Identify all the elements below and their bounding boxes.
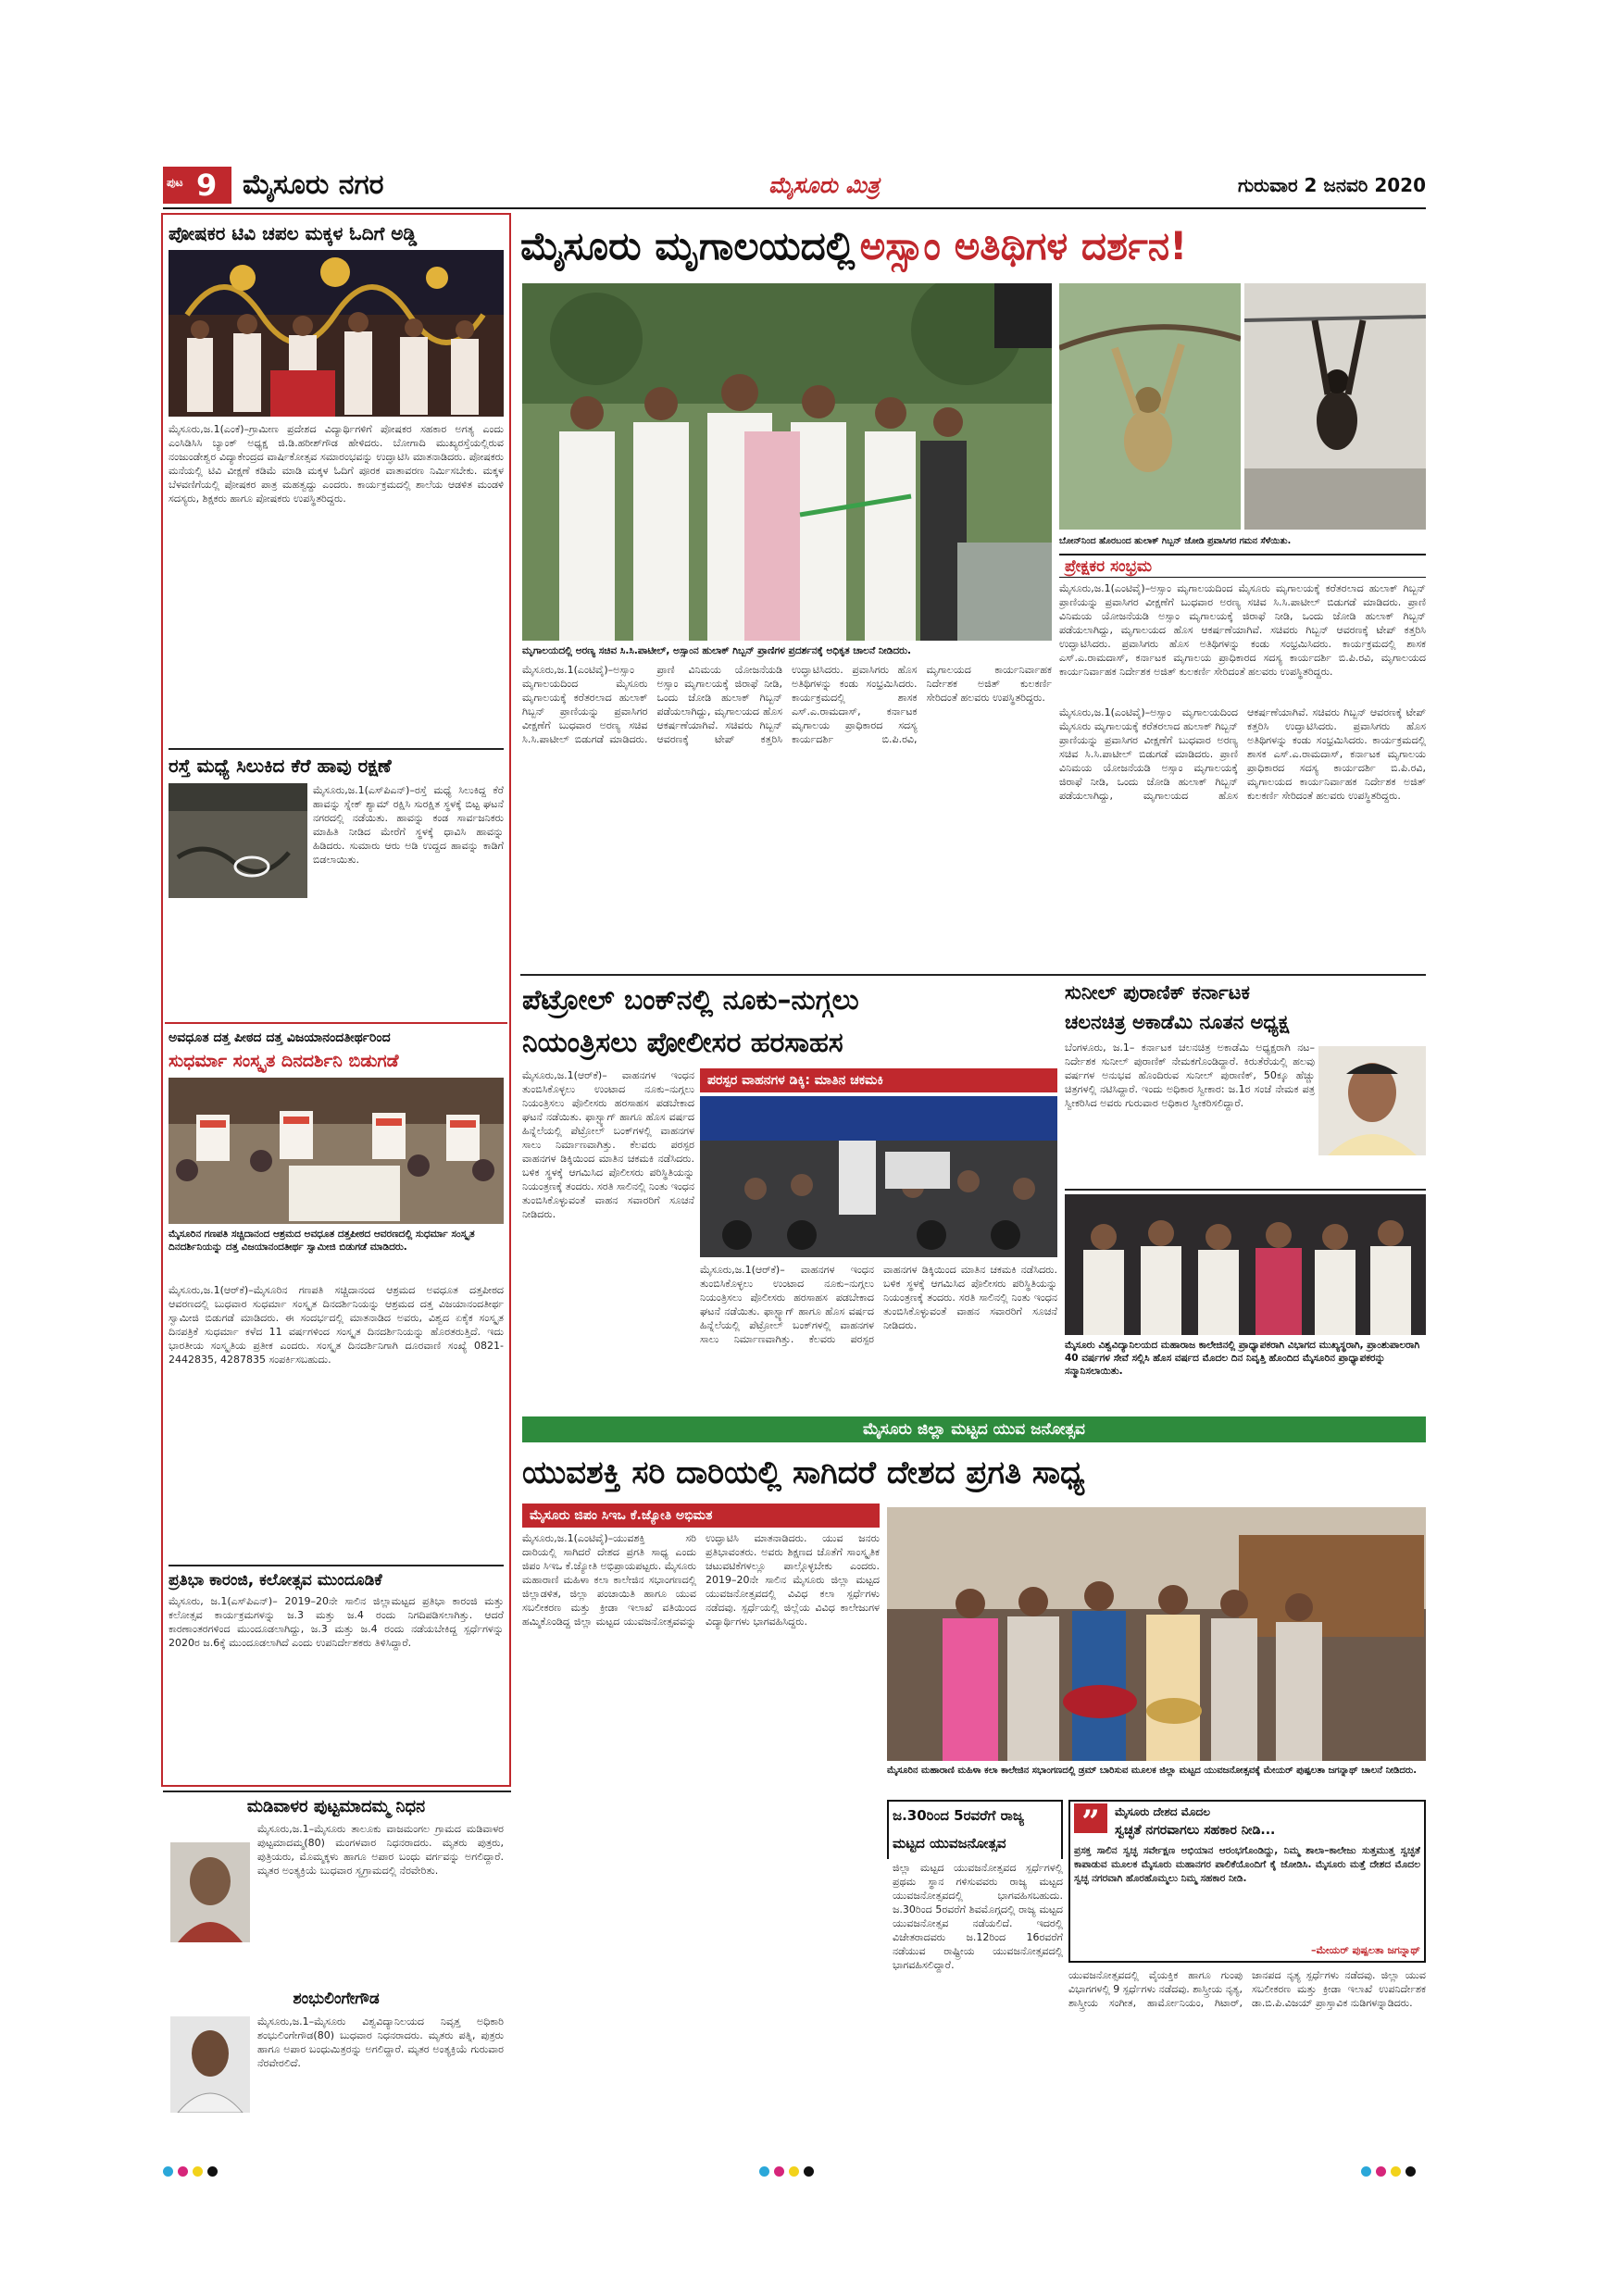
dot-magenta xyxy=(1376,2166,1386,2177)
dot-magenta xyxy=(178,2166,188,2177)
gibbon-photo-1-art xyxy=(1059,283,1241,530)
section-title: ಮೈಸೂರು ನಗರ xyxy=(243,168,384,201)
obit2-portrait xyxy=(170,2016,250,2113)
page-date: ಗುರುವಾರ 2 ಜನವರಿ 2020 xyxy=(1237,174,1426,196)
calendar-story-body: ಮೈಸೂರು,ಜ.1(ಆರ್‌ಕೆ)–ಮೈಸೂರಿನ ಗಣಪತಿ ಸಚ್ಚಿದಾನಂದ ಆಶ್ರಮದ ಅವಧೂತ ದತ್ತಪೀಠದ ಆವರಣದಲ್ಲಿ ಬುಧವಾರ ಸುಧರ್ಮಾ ಸಂಸ್ಕೃತ ದಿನದರ್ಶಿನಿಯನ್ನು ಆಶ್ರಮದ ದತ್ತ ವಿಜಯಾನಂದತೀರ್ಥ ಸ್ವಾಮೀಜಿ ಬಿಡುಗಡೆ ಮಾಡಿದರು. ಈ ಸಂದರ್ಭದಲ್ಲಿ ಮಾತನಾಡಿದ ಅವರು, ವಿಶ್ವದ ಏಕೈಕ ಸಂಸ್ಕೃತ ದಿನಪತ್ರಿಕೆ ಸುಧರ್ಮಾ ಕಳೆದ 11 ವರ್ಷಗಳಿಂದ ಸಂಸ್ಕೃತ ದಿನದರ್ಶಿನಿಯನ್ನು ಹೊರತರುತ್ತಿದೆ. ಇದು ಭಾರತೀಯ ಸಂಸ್ಕೃತಿಯ ಪ್ರತೀಕ ಎಂದರು. ಸಂಸ್ಕೃತ ದಿನದರ್ಶಿನಿಗಾಗಿ ದೂರವಾಣಿ ಸಂಖ್ಯೆ 0821-2442835, 4287835 ಸಂಪರ್ಕಿಸಬಹುದು. xyxy=(169,1284,504,1366)
calendar-story-kicker: ಅವಧೂತ ದತ್ತ ಪೀಠದ ದತ್ತ ವಿಜಯಾನಂದತೀರ್ಥರಿಂದ xyxy=(169,1030,391,1045)
dot-cyan xyxy=(1361,2166,1371,2177)
page-number-badge xyxy=(163,167,231,204)
academy-portrait-art xyxy=(1318,1046,1426,1155)
quote-attribution: –ಮೇಯರ್ ಪುಷ್ಪಲತಾ ಜಗನ್ನಾಥ್ xyxy=(1310,1944,1420,1956)
dot-yellow xyxy=(789,2166,799,2177)
registration-dots-right xyxy=(1361,2163,1435,2176)
calendar-story-caption: ಮೈಸೂರಿನ ಗಣಪತಿ ಸಚ್ಚಿದಾನಂದ ಆಶ್ರಮದ ಅವಧೂತ ದತ್ತಪೀಠದ ಆವರಣದಲ್ಲಿ ಸುಧರ್ಮಾ ಸಂಸ್ಕೃತ ದಿನದರ್ಶಿನಿಯನ್ನು ದತ್ತ ವಿಜಯಾನಂದತೀರ್ಥ ಸ್ವಾಮೀಜಿ ಬಿಡುಗಡೆ ಮಾಡಿದರು. xyxy=(169,1229,475,1253)
state-youth-headline-1: ಜ.30ರಿಂದ 5ರವರೆಗೆ ರಾಜ್ಯ xyxy=(893,1807,1024,1824)
youth-photo xyxy=(887,1507,1426,1761)
quote-mark: ” xyxy=(1074,1803,1107,1833)
divider xyxy=(169,1565,504,1566)
retirement-photo-art xyxy=(1065,1194,1426,1335)
masthead-rule xyxy=(163,207,1426,209)
petrol-body-left: ಮೈಸೂರು,ಜ.1(ಆರ್‌ಕೆ)– ವಾಹನಗಳ ಇಂಧನ ತುಂಬಿಸಿಕೊಳ್ಳಲು ಉಂಟಾದ ನೂಕು–ನುಗ್ಗಲು ನಿಯಂತ್ರಿಸಲು ಪೊಲೀಸರು ಹರಸಾಹಸ ಪಡಬೇಕಾದ ಘಟನೆ ನಡೆಯಿತು. ಫಾಸ್ಟ್ಯಾಗ್ ಹಾಗೂ ಹೊಸ ವರ್ಷದ ಹಿನ್ನೆಲೆಯಲ್ಲಿ ಪೆಟ್ರೋಲ್ ಬಂಕ್‌ಗಳಲ್ಲಿ ವಾಹನಗಳ ಸಾಲು ನಿರ್ಮಾಣವಾಗಿತ್ತು. ಕೆಲವರು ಪರಸ್ಪರ ವಾಹನಗಳ ಡಿಕ್ಕಿಯಿಂದ ಮಾತಿನ ಚಕಮಕಿ ನಡೆಸಿದರು. ಬಳಿಕ ಸ್ಥಳಕ್ಕೆ ಆಗಮಿಸಿದ ಪೊಲೀಸರು ಪರಿಸ್ಥಿತಿಯನ್ನು ನಿಯಂತ್ರಣಕ್ಕೆ ತಂದರು. ಸರತಿ ಸಾಲಿನಲ್ಲಿ ನಿಂತು ಇಂಧನ ತುಂಬಿಸಿಕೊಳ್ಳುವಂತೆ ವಾಹನ ಸವಾರರಿಗೆ ಸೂಚನೆ ನೀಡಿದರು. xyxy=(522,1069,694,1220)
registration-dots-left xyxy=(163,2163,237,2176)
zoo-body-col2: ಮೈಸೂರು,ಜ.1(ಎಂಟಿವೈ)–ಅಸ್ಸಾಂ ಮೃಗಾಲಯದಿಂದ ಮೈಸೂರು ಮೃಗಾಲಯಕ್ಕೆ ಕರೆತರಲಾದ ಹುಲಾಕ್ ಗಿಬ್ಬನ್ ಪ್ರಾಣಿಯನ್ನು ಪ್ರವಾಸಿಗರ ವೀಕ್ಷಣೆಗೆ ಬುಧವಾರ ಅರಣ್ಯ ಸಚಿವ ಸಿ.ಸಿ.ಪಾಟೀಲ್ ಬಿಡುಗಡೆ ಮಾಡಿದರು. ಪ್ರಾಣಿ ವಿನಿಮಯ ಯೋಜನೆಯಡಿ ಅಸ್ಸಾಂ ಮೃಗಾಲಯಕ್ಕೆ ಜಿರಾಫೆ ನೀಡಿ, ಒಂದು ಜೋಡಿ ಹುಲಾಕ್ ಗಿಬ್ಬನ್ ಪಡೆಯಲಾಗಿದ್ದು, ಮೃಗಾಲಯದ ಹೊಸ ಆಕರ್ಷಣೆಯಾಗಿವೆ. ಸಚಿವರು ಗಿಬ್ಬನ್ ಆವರಣಕ್ಕೆ ಟೇಪ್ ಕತ್ತರಿಸಿ ಉದ್ಘಾಟಿಸಿದರು. ಪ್ರವಾಸಿಗರು ಹೊಸ ಅತಿಥಿಗಳನ್ನು ಕಂಡು ಸಂಭ್ರಮಿಸಿದರು. ಕಾರ್ಯಕ್ರಮದಲ್ಲಿ ಶಾಸಕ ಎಸ್.ಎ.ರಾಮದಾಸ್, ಕರ್ನಾಟಕ ಮೃಗಾಲಯ ಪ್ರಾಧಿಕಾರದ ಸದಸ್ಯ ಕಾರ್ಯದರ್ಶಿ ಬಿ.ಪಿ.ರವಿ, ಮೃಗಾಲಯದ ಕಾರ್ಯನಿರ್ವಾಹಕ ನಿರ್ದೇಶಕ ಅಜಿತ್ ಕುಲಕರ್ಣಿ ಸೇರಿದಂತೆ ಹಲವರು ಉಪಸ್ಥಿತರಿದ್ದರು. xyxy=(1059,706,1426,802)
petrol-photo-art xyxy=(700,1096,1057,1257)
quote-headline: ಸ್ವಚ್ಛತೆ ನಗರವಾಗಲು ಸಹಕಾರ ನೀಡಿ... xyxy=(1115,1823,1276,1838)
gibbon-photo-2-art xyxy=(1244,283,1426,530)
academy-portrait xyxy=(1318,1046,1426,1155)
dot-magenta xyxy=(774,2166,784,2177)
divider xyxy=(163,1791,511,1792)
youth-headline: ಯುವಶಕ್ತಿ ಸರಿ ದಾರಿಯಲ್ಲಿ ಸಾಗಿದರೆ ದೇಶದ ಪ್ರಗತಿ ಸಾಧ್ಯ xyxy=(522,1454,1085,1491)
academy-body: ಬೆಂಗಳೂರು, ಜ.1– ಕರ್ನಾಟಕ ಚಲನಚಿತ್ರ ಅಕಾಡೆಮಿ ಅಧ್ಯಕ್ಷರಾಗಿ ನಟ–ನಿರ್ದೇಶಕ ಸುನೀಲ್ ಪುರಾಣಿಕ್ ನೇಮಕಗೊಂಡಿದ್ದಾರೆ. ಕಿರುತೆರೆಯಲ್ಲಿ ಹಲವು ವರ್ಷಗಳ ಅನುಭವ ಹೊಂದಿರುವ ಸುನೀಲ್ ಪುರಾಣಿಕ್, 50ಕ್ಕೂ ಹೆಚ್ಚು ಚಿತ್ರಗಳಲ್ಲಿ ನಟಿಸಿದ್ದಾರೆ. ಇಂದು ಅಧಿಕಾರ ಸ್ವೀಕಾರ: ಜ.1ರ ಸಂಜೆ ನೇಮಕ ಪತ್ರ ಸ್ವೀಕರಿಸಿದ ಅವರು ಗುರುವಾರ ಅಧಿಕಾರ ಸ್ವೀಕರಿಸಲಿದ್ದಾರೆ. xyxy=(1065,1042,1315,1109)
registration-dots-center xyxy=(759,2163,833,2176)
calendar-story-photo xyxy=(169,1078,504,1224)
state-youth-body: ಜಿಲ್ಲಾ ಮಟ್ಟದ ಯುವಜನೋತ್ಸವದ ಸ್ಪರ್ಧೆಗಳಲ್ಲಿ ಪ್ರಥಮ ಸ್ಥಾನ ಗಳಿಸುವವರು ರಾಜ್ಯ ಮಟ್ಟದ ಯುವಜನೋತ್ಸವದಲ್ಲಿ ಭಾಗವಹಿಸಬಹುದು. ಜ.30ರಿಂದ 5ರವರೆಗೆ ಶಿವಮೊಗ್ಗದಲ್ಲಿ ರಾಜ್ಯ ಮಟ್ಟದ ಯುವಜನೋತ್ಸವ ನಡೆಯಲಿದೆ. ಇದರಲ್ಲಿ ವಿಜೇತರಾದವರು ಜ.12ರಿಂದ 16ರವರೆಗೆ ನಡೆಯುವ ರಾಷ್ಟ್ರೀಯ ಯುವಜನೋತ್ಸವದಲ್ಲಿ ಭಾಗವಹಿಸಲಿದ್ದಾರೆ. xyxy=(893,1862,1063,1971)
zoo-subhead-box xyxy=(1059,554,1426,578)
zoo-headline-red: ಅಸ್ಸಾಂ ಅತಿಥಿಗಳ ದರ್ಶನ! xyxy=(859,223,1188,268)
petrol-red-bar xyxy=(700,1068,1057,1092)
state-youth-headline-2: ಮಟ್ಟದ ಯುವಜನೋತ್ಸವ xyxy=(893,1835,1006,1852)
zoo-body-col1: ಮೈಸೂರು,ಜ.1(ಎಂಟಿವೈ)–ಅಸ್ಸಾಂ ಮೃಗಾಲಯದಿಂದ ಮೈಸೂರು ಮೃಗಾಲಯಕ್ಕೆ ಕರೆತರಲಾದ ಹುಲಾಕ್ ಗಿಬ್ಬನ್ ಪ್ರಾಣಿಯನ್ನು ಪ್ರವಾಸಿಗರ ವೀಕ್ಷಣೆಗೆ ಬುಧವಾರ ಅರಣ್ಯ ಸಚಿವ ಸಿ.ಸಿ.ಪಾಟೀಲ್ ಬಿಡುಗಡೆ ಮಾಡಿದರು. ಪ್ರಾಣಿ ವಿನಿಮಯ ಯೋಜನೆಯಡಿ ಅಸ್ಸಾಂ ಮೃಗಾಲಯಕ್ಕೆ ಜಿರಾಫೆ ನೀಡಿ, ಒಂದು ಜೋಡಿ ಹುಲಾಕ್ ಗಿಬ್ಬನ್ ಪಡೆಯಲಾಗಿದ್ದು, ಮೃಗಾಲಯದ ಹೊಸ ಆಕರ್ಷಣೆಯಾಗಿವೆ. ಸಚಿವರು ಗಿಬ್ಬನ್ ಆವರಣಕ್ಕೆ ಟೇಪ್ ಕತ್ತರಿಸಿ ಉದ್ಘಾಟಿಸಿದರು. ಪ್ರವಾಸಿಗರು ಹೊಸ ಅತಿಥಿಗಳನ್ನು ಕಂಡು ಸಂಭ್ರಮಿಸಿದರು. ಕಾರ್ಯಕ್ರಮದಲ್ಲಿ ಶಾಸಕ ಎಸ್.ಎ.ರಾಮದಾಸ್, ಕರ್ನಾಟಕ ಮೃಗಾಲಯ ಪ್ರಾಧಿಕಾರದ ಸದಸ್ಯ ಕಾರ್ಯದರ್ಶಿ ಬಿ.ಪಿ.ರವಿ, ಮೃಗಾಲಯದ ಕಾರ್ಯನಿರ್ವಾಹಕ ನಿರ್ದೇಶಕ ಅಜಿತ್ ಕುಲಕರ್ಣಿ ಸೇರಿದಂತೆ ಹಲವರು ಉಪಸ್ಥಿತರಿದ್ದರು. xyxy=(522,664,1052,745)
retirement-photo xyxy=(1065,1194,1426,1335)
dot-cyan xyxy=(163,2166,173,2177)
youth-body: ಮೈಸೂರು,ಜ.1(ಎಂಟಿವೈ)–ಯುವಶಕ್ತಿ ಸರಿ ದಾರಿಯಲ್ಲಿ ಸಾಗಿದರೆ ದೇಶದ ಪ್ರಗತಿ ಸಾಧ್ಯ ಎಂದು ಜಿಪಂ ಸಿಇಒ ಕೆ.ಜ್ಯೋತಿ ಅಭಿಪ್ರಾಯಪಟ್ಟರು. ಮೈಸೂರು ಮಹಾರಾಣಿ ಮಹಿಳಾ ಕಲಾ ಕಾಲೇಜಿನ ಸಭಾಂಗಣದಲ್ಲಿ ಜಿಲ್ಲಾಡಳಿತ, ಜಿಲ್ಲಾ ಪಂಚಾಯಿತಿ ಹಾಗೂ ಯುವ ಸಬಲೀಕರಣ ಮತ್ತು ಕ್ರೀಡಾ ಇಲಾಖೆ ವತಿಯಿಂದ ಹಮ್ಮಿಕೊಂಡಿದ್ದ ಜಿಲ್ಲಾ ಮಟ್ಟದ ಯುವಜನೋತ್ಸವವನ್ನು ಉದ್ಘಾಟಿಸಿ ಮಾತನಾಡಿದರು. ಯುವ ಜನರು ಪ್ರತಿಭಾವಂತರು. ಅವರು ಶಿಕ್ಷಣದ ಜೊತೆಗೆ ಸಾಂಸ್ಕೃತಿಕ ಚಟುವಟಿಕೆಗಳಲ್ಲೂ ಪಾಲ್ಗೊಳ್ಳಬೇಕು ಎಂದರು. 2019–20ನೇ ಸಾಲಿನ ಮೈಸೂರು ಜಿಲ್ಲಾ ಮಟ್ಟದ ಯುವಜನೋತ್ಸವದಲ್ಲಿ ವಿವಿಧ ಕಲಾ ಸ್ಪರ್ಧೆಗಳು ನಡೆದವು. ಸ್ಪರ್ಧೆಯಲ್ಲಿ ಜಿಲ್ಲೆಯ ವಿವಿಧ ಕಾಲೇಜುಗಳ ವಿದ್ಯಾರ್ಥಿಗಳು ಭಾಗವಹಿಸಿದ್ದರು. xyxy=(522,1532,880,1628)
divider xyxy=(1065,1189,1426,1191)
paper-name: ಮೈಸೂರು ಮಿತ್ರ xyxy=(768,171,880,198)
quote-kicker: ಮೈಸೂರು ದೇಶದ ಮೊದಲ xyxy=(1115,1805,1211,1818)
youth-red-bar xyxy=(522,1504,880,1528)
snake-story-body: ಮೈಸೂರು,ಜ.1(ಎಸ್‌ಪಿಎನ್)–ರಸ್ತೆ ಮಧ್ಯೆ ಸಿಲುಕಿದ್ದ ಕೆರೆ ಹಾವನ್ನು ಸ್ನೇಕ್ ಶ್ಯಾಮ್ ರಕ್ಷಿಸಿ ಸುರಕ್ಷಿತ ಸ್ಥಳಕ್ಕೆ ಬಿಟ್ಟ ಘಟನೆ ನಗರದಲ್ಲಿ ನಡೆಯಿತು. ಹಾವನ್ನು ಕಂಡ ಸಾರ್ವಜನಿಕರು ಮಾಹಿತಿ ನೀಡಿದ ಮೇರೆಗೆ ಸ್ಥಳಕ್ಕೆ ಧಾವಿಸಿ ಹಾವನ್ನು ಹಿಡಿದರು. ಸುಮಾರು ಆರು ಅಡಿ ಉದ್ದದ ಹಾವನ್ನು ಕಾಡಿಗೆ ಬಿಡಲಾಯಿತು. xyxy=(313,784,504,866)
petrol-photo xyxy=(700,1096,1057,1257)
obit1-portrait xyxy=(170,1842,250,1942)
dot-yellow xyxy=(1391,2166,1401,2177)
karanji-story-headline: ಪ್ರತಿಭಾ ಕಾರಂಜಿ, ಕಲೋತ್ಸವ ಮುಂದೂಡಿಕೆ xyxy=(169,1571,382,1590)
dot-black xyxy=(804,2166,814,2177)
snake-story-photo xyxy=(169,783,307,898)
snake-story-headline: ರಸ್ತೆ ಮಧ್ಯೆ ಸಿಲುಕಿದ ಕೆರೆ ಹಾವು ರಕ್ಷಣೆ xyxy=(169,755,392,777)
quote-body: ಪ್ರಸಕ್ತ ಸಾಲಿನ ಸ್ವಚ್ಛ ಸರ್ವೇಕ್ಷಣ ಅಭಿಯಾನ ಆರಂಭಗೊಂಡಿದ್ದು, ನಿಮ್ಮ ಶಾಲಾ–ಕಾಲೇಜು ಸುತ್ತಮುತ್ತ ಸ್ವಚ್ಛತೆ ಕಾಪಾಡುವ ಮೂಲಕ ಮೈಸೂರು ಮಹಾನಗರ ಪಾಲಿಕೆಯೊಂದಿಗೆ ಕೈ ಜೋಡಿಸಿ. ಮೈಸೂರು ಮತ್ತೆ ದೇಶದ ಮೊದಲ ಸ್ವಚ್ಛ ನಗರವಾಗಿ ಹೊರಹೊಮ್ಮಲು ನಿಮ್ಮ ಸಹಕಾರ ನೀಡಿ. xyxy=(1074,1845,1420,1884)
page-number: 9 xyxy=(196,168,218,203)
obit2-photo xyxy=(170,2016,250,2113)
obit2-body: ಮೈಸೂರು,ಜ.1–ಮೈಸೂರು ವಿಶ್ವವಿದ್ಯಾನಿಲಯದ ನಿವೃತ್ತ ಅಧಿಕಾರಿ ಶಂಭುಲಿಂಗೇಗೌಡ(80) ಬುಧವಾರ ನಿಧನರಾದರು. ಮೃತರು ಪತ್ನಿ, ಪುತ್ರರು ಹಾಗೂ ಅಪಾರ ಬಂಧುಮಿತ್ರರನ್ನು ಅಗಲಿದ್ದಾರೆ. ಮೃತರ ಅಂತ್ಯಕ್ರಿಯೆ ಗುರುವಾರ ನೆರವೇರಲಿದೆ. xyxy=(257,2015,504,2069)
zoo-headline-black: ಮೈಸೂರು ಮೃಗಾಲಯದಲ್ಲಿ xyxy=(520,223,856,268)
tv-story-headline: ಪೋಷಕರ ಟಿವಿ ಚಪಲ ಮಕ್ಕಳ ಓದಿಗೆ ಅಡ್ಡಿ xyxy=(169,222,418,244)
youth-red-bar-label: ಮೈಸೂರು ಜಿಪಂ ಸಿಇಒ ಕೆ.ಜ್ಯೋತಿ ಅಭಿಮತ xyxy=(530,1508,713,1523)
divider xyxy=(169,748,504,750)
dot-yellow xyxy=(193,2166,203,2177)
petrol-red-bar-label: ಪರಸ್ಪರ ವಾಹನಗಳ ಡಿಕ್ಕಿ: ಮಾತಿನ ಚಕಮಕಿ xyxy=(707,1073,883,1088)
obit2-headline: ಶಂಭುಲಿಂಗೇಗೌಡ xyxy=(293,1990,380,2008)
calendar-story-box xyxy=(165,1022,507,1026)
quote-after-body: ಯುವಜನೋತ್ಸವದಲ್ಲಿ ವೈಯಕ್ತಿಕ ಹಾಗೂ ಗುಂಪು ವಿಭಾಗಗಳಲ್ಲಿ 9 ಸ್ಪರ್ಧೆಗಳು ನಡೆದವು. ಶಾಸ್ತ್ರೀಯ ನೃತ್ಯ, ಶಾಸ್ತ್ರೀಯ ಸಂಗೀತ, ಹಾರ್ಮೋನಿಯಂ, ಗಿಟಾರ್, ಜಾನಪದ ನೃತ್ಯ ಸ್ಪರ್ಧೆಗಳು ನಡೆದವು. ಜಿಲ್ಲಾ ಯುವ ಸಬಲೀಕರಣ ಮತ್ತು ಕ್ರೀಡಾ ಇಲಾಖೆ ಉಪನಿರ್ದೇಶಕ ಡಾ.ಬಿ.ಪಿ.ವಿಜಯ್ ಪ್ರಾಸ್ತಾವಿಕ ನುಡಿಗಳನ್ನಾಡಿದರು. xyxy=(1068,1969,1426,2009)
retirement-caption: ಮೈಸೂರು ವಿಶ್ವವಿದ್ಯಾನಿಲಯದ ಮಹಾರಾಜ ಕಾಲೇಜಿನಲ್ಲಿ ಪ್ರಾಧ್ಯಾಪಕರಾಗಿ ವಿಭಾಗದ ಮುಖ್ಯಸ್ಥರಾಗಿ, ಪ್ರಾಂಶುಪಾಲರಾಗಿ 40 ವರ್ಷಗಳ ಸೇವೆ ಸಲ್ಲಿಸಿ ಹೊಸ ವರ್ಷದ ಮೊದಲ ದಿನ ನಿವೃತ್ತಿ ಹೊಂದಿದ ಮೈಸೂರಿನ ಪ್ರಾಧ್ಯಾಪಕರನ್ನು ಸನ್ಮಾನಿಸಲಾಯಿತು. xyxy=(1065,1340,1420,1377)
zoo-main-photo-art xyxy=(522,283,1052,641)
petrol-headline-1: ಪೆಟ್ರೋಲ್ ಬಂಕ್‌ನಲ್ಲಿ ನೂಕು–ನುಗ್ಗಲು xyxy=(522,984,859,1017)
tv-story-photo-art xyxy=(169,250,504,417)
academy-headline-1: ಸುನೀಲ್ ಪುರಾಣಿಕ್ ಕರ್ನಾಟಕ xyxy=(1065,981,1250,1004)
zoo-headline xyxy=(520,213,1426,280)
calendar-photo-art xyxy=(169,1078,504,1224)
divider xyxy=(520,974,1426,976)
page-label: ಪುಟ xyxy=(167,176,183,189)
youth-caption: ಮೈಸೂರಿನ ಮಹಾರಾಣಿ ಮಹಿಳಾ ಕಲಾ ಕಾಲೇಜಿನ ಸಭಾಂಗಣದಲ್ಲಿ ಡ್ರಮ್ ಬಾರಿಸುವ ಮೂಲಕ ಜಿಲ್ಲಾ ಮಟ್ಟದ ಯುವಜನೋತ್ಸವಕ್ಕೆ ಮೇಯರ್ ಪುಷ್ಪಲತಾ ಜಗನ್ನಾಥ್ ಚಾಲನೆ ನೀಡಿದರು. xyxy=(887,1766,1418,1776)
calendar-story-headline: ಸುಧರ್ಮಾ ಸಂಸ್ಕೃತ ದಿನದರ್ಶಿನಿ ಬಿಡುಗಡೆ xyxy=(169,1051,399,1071)
youth-banner xyxy=(522,1416,1426,1442)
youth-photo-art xyxy=(887,1507,1426,1761)
zoo-main-caption: ಮೃಗಾಲಯದಲ್ಲಿ ಅರಣ್ಯ ಸಚಿವ ಸಿ.ಸಿ.ಪಾಟೀಲ್, ಅಸ್ಸಾಂನ ಹುಲಾಕ್ ಗಿಬ್ಬನ್ ಪ್ರಾಣಿಗಳ ಪ್ರದರ್ಶನಕ್ಕೆ ಅಧಿಕೃತ ಚಾಲನೆ ನೀಡಿದರು. xyxy=(522,645,912,656)
zoo-subhead: ಪ್ರೇಕ್ಷಕರ ಸಂಭ್ರಮ xyxy=(1065,557,1153,576)
youth-banner-label: ಮೈಸೂರು ಜಿಲ್ಲಾ ಮಟ್ಟದ ಯುವ ಜನೋತ್ಸವ xyxy=(863,1420,1085,1439)
dot-cyan xyxy=(759,2166,769,2177)
academy-headline-2: ಚಲನಚಿತ್ರ ಅಕಾಡೆಮಿ ನೂತನ ಅಧ್ಯಕ್ಷ xyxy=(1065,1011,1290,1033)
zoo-side-caption: ಬೋನ್‌ನಿಂದ ಹೊರಬಂದ ಹುಲಾಕ್ ಗಿಬ್ಬನ್ ಜೋಡಿ ಪ್ರವಾಸಿಗರ ಗಮನ ಸೆಳೆಯಿತು. xyxy=(1059,536,1292,546)
obit1-photo xyxy=(170,1842,250,1942)
dot-black xyxy=(1405,2166,1416,2177)
petrol-body-mid: ಮೈಸೂರು,ಜ.1(ಆರ್‌ಕೆ)– ವಾಹನಗಳ ಇಂಧನ ತುಂಬಿಸಿಕೊಳ್ಳಲು ಉಂಟಾದ ನೂಕು–ನುಗ್ಗಲು ನಿಯಂತ್ರಿಸಲು ಪೊಲೀಸರು ಹರಸಾಹಸ ಪಡಬೇಕಾದ ಘಟನೆ ನಡೆಯಿತು. ಫಾಸ್ಟ್ಯಾಗ್ ಹಾಗೂ ಹೊಸ ವರ್ಷದ ಹಿನ್ನೆಲೆಯಲ್ಲಿ ಪೆಟ್ರೋಲ್ ಬಂಕ್‌ಗಳಲ್ಲಿ ವಾಹನಗಳ ಸಾಲು ನಿರ್ಮಾಣವಾಗಿತ್ತು. ಕೆಲವರು ಪರಸ್ಪರ ವಾಹನಗಳ ಡಿಕ್ಕಿಯಿಂದ ಮಾತಿನ ಚಕಮಕಿ ನಡೆಸಿದರು. ಬಳಿಕ ಸ್ಥಳಕ್ಕೆ ಆಗಮಿಸಿದ ಪೊಲೀಸರು ಪರಿಸ್ಥಿತಿಯನ್ನು ನಿಯಂತ್ರಣಕ್ಕೆ ತಂದರು. ಸರತಿ ಸಾಲಿನಲ್ಲಿ ನಿಂತು ಇಂಧನ ತುಂಬಿಸಿಕೊಳ್ಳುವಂತೆ ವಾಹನ ಸವಾರರಿಗೆ ಸೂಚನೆ ನೀಡಿದರು. xyxy=(700,1264,1057,1345)
obit1-headline: ಮಡಿವಾಳರ ಪುಟ್ಟಮಾದಮ್ಮ ನಿಧನ xyxy=(246,1797,426,1816)
obit1-body: ಮೈಸೂರು,ಜ.1–ಮೈಸೂರು ತಾಲೂಕು ವಾಜಮಂಗಲ ಗ್ರಾಮದ ಮಡಿವಾಳರ ಪುಟ್ಟಮಾದಮ್ಮ(80) ಮಂಗಳವಾರ ನಿಧನರಾದರು. ಮೃತರು ಪುತ್ರರು, ಪುತ್ರಿಯರು, ಮೊಮ್ಮಕ್ಕಳು ಹಾಗೂ ಅಪಾರ ಬಂಧು ವರ್ಗವನ್ನು ಅಗಲಿದ್ದಾರೆ. ಮೃತರ ಅಂತ್ಯಕ್ರಿಯೆ ಬುಧವಾರ ಸ್ವಗ್ರಾಮದಲ್ಲಿ ನೆರವೇರಿತು. xyxy=(257,1823,504,1877)
gibbon-photo-1 xyxy=(1059,283,1241,530)
tv-story-photo xyxy=(169,250,504,417)
zoo-side-body: ಮೈಸೂರು,ಜ.1(ಎಂಟಿವೈ)–ಅಸ್ಸಾಂ ಮೃಗಾಲಯದಿಂದ ಮೈಸೂರು ಮೃಗಾಲಯಕ್ಕೆ ಕರೆತರಲಾದ ಹುಲಾಕ್ ಗಿಬ್ಬನ್ ಪ್ರಾಣಿಯನ್ನು ಪ್ರವಾಸಿಗರ ವೀಕ್ಷಣೆಗೆ ಬುಧವಾರ ಅರಣ್ಯ ಸಚಿವ ಸಿ.ಸಿ.ಪಾಟೀಲ್ ಬಿಡುಗಡೆ ಮಾಡಿದರು. ಪ್ರಾಣಿ ವಿನಿಮಯ ಯೋಜನೆಯಡಿ ಅಸ್ಸಾಂ ಮೃಗಾಲಯಕ್ಕೆ ಜಿರಾಫೆ ನೀಡಿ, ಒಂದು ಜೋಡಿ ಹುಲಾಕ್ ಗಿಬ್ಬನ್ ಪಡೆಯಲಾಗಿದ್ದು, ಮೃಗಾಲಯದ ಹೊಸ ಆಕರ್ಷಣೆಯಾಗಿವೆ. ಸಚಿವರು ಗಿಬ್ಬನ್ ಆವರಣಕ್ಕೆ ಟೇಪ್ ಕತ್ತರಿಸಿ ಉದ್ಘಾಟಿಸಿದರು. ಪ್ರವಾಸಿಗರು ಹೊಸ ಅತಿಥಿಗಳನ್ನು ಕಂಡು ಸಂಭ್ರಮಿಸಿದರು. ಕಾರ್ಯಕ್ರಮದಲ್ಲಿ ಶಾಸಕ ಎಸ್.ಎ.ರಾಮದಾಸ್, ಕರ್ನಾಟಕ ಮೃಗಾಲಯ ಪ್ರಾಧಿಕಾರದ ಸದಸ್ಯ ಕಾರ್ಯದರ್ಶಿ ಬಿ.ಪಿ.ರವಿ, ಮೃಗಾಲಯದ ಕಾರ್ಯನಿರ್ವಾಹಕ ನಿರ್ದೇಶಕ ಅಜಿತ್ ಕುಲಕರ್ಣಿ ಸೇರಿದಂತೆ ಹಲವರು ಉಪಸ್ಥಿತರಿದ್ದರು. xyxy=(1059,582,1426,678)
karanji-story-body: ಮೈಸೂರು, ಜ.1(ಎಸ್‌ಪಿಎನ್)– 2019–20ನೇ ಸಾಲಿನ ಜಿಲ್ಲಾಮಟ್ಟದ ಪ್ರತಿಭಾ ಕಾರಂಜಿ ಮತ್ತು ಕಲೋತ್ಸವ ಕಾರ್ಯಕ್ರಮಗಳನ್ನು ಜ.3 ಮತ್ತು ಜ.4 ರಂದು ನಿಗದಿಪಡಿಸಲಾಗಿತ್ತು. ಆದರೆ ಕಾರಣಾಂತರಗಳಿಂದ ಮುಂದೂಡಲಾಗಿದ್ದು, ಜ.3 ಮತ್ತು ಜ.4 ರಂದು ನಡೆಯಬೇಕಿದ್ದ ಸ್ಪರ್ಧೆಗಳನ್ನು 2020ರ ಜ.6ಕ್ಕೆ ಮುಂದೂಡಲಾಗಿದೆ ಎಂದು ಉಪನಿರ್ದೇಶಕರು ತಿಳಿಸಿದ್ದಾರೆ. xyxy=(169,1595,504,1649)
petrol-headline-2: ನಿಯಂತ್ರಿಸಲು ಪೋಲೀಸರ ಹರಸಾಹಸ xyxy=(522,1027,843,1059)
snake-photo-art xyxy=(169,783,307,898)
zoo-main-photo xyxy=(522,283,1052,641)
dot-black xyxy=(207,2166,218,2177)
gibbon-photo-2 xyxy=(1244,283,1426,530)
tv-story-body: ಮೈಸೂರು,ಜ.1(ಎಂಕೆ)–ಗ್ರಾಮೀಣ ಪ್ರದೇಶದ ವಿದ್ಯಾರ್ಥಿಗಳಿಗೆ ಪೋಷಕರ ಸಹಕಾರ ಅಗತ್ಯ ಎಂದು ಎಂಸಿಡಿಸಿಸಿ ಬ್ಯಾಂಕ್ ಅಧ್ಯಕ್ಷ ಜಿ.ಡಿ.ಹರೀಶ್‌ಗೌಡ ಹೇಳಿದರು. ಬೋಗಾದಿ ಮುಖ್ಯರಸ್ತೆಯಲ್ಲಿರುವ ನಂಜುಂಡೇಶ್ವರ ವಿದ್ಯಾಕೇಂದ್ರದ ವಾರ್ಷಿಕೋತ್ಸವ ಸಮಾರಂಭವನ್ನು ಉದ್ಘಾಟಿಸಿ ಮಾತನಾಡಿದರು. ಪೋಷಕರು ಮನೆಯಲ್ಲಿ ಟಿವಿ ವೀಕ್ಷಣೆ ಕಡಿಮೆ ಮಾಡಿ ಮಕ್ಕಳ ಓದಿಗೆ ಪೂರಕ ವಾತಾವರಣ ನಿರ್ಮಿಸಬೇಕು. ಮಕ್ಕಳ ಬೆಳವಣಿಗೆಯಲ್ಲಿ ಪೋಷಕರ ಪಾತ್ರ ಮಹತ್ವದ್ದು ಎಂದರು. ಕಾರ್ಯಕ್ರಮದಲ್ಲಿ ಶಾಲೆಯ ಆಡಳಿತ ಮಂಡಳಿ ಸದಸ್ಯರು, ಶಿಕ್ಷಕರು ಹಾಗೂ ಪೋಷಕರು ಉಪಸ್ಥಿತರಿದ್ದರು. xyxy=(169,423,504,505)
